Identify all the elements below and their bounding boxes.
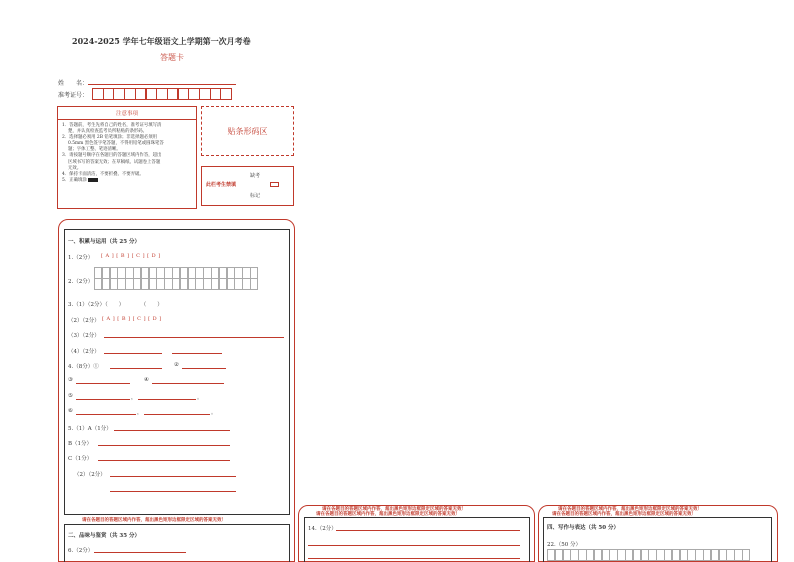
col2-warning-2: 请在各题目的答题区域内作答，超出黑色矩形边框限定区域的答案无效！ xyxy=(316,512,460,517)
q14-line-1[interactable] xyxy=(336,530,520,531)
q14-line-3[interactable] xyxy=(308,558,520,559)
q2-grid[interactable] xyxy=(94,267,258,290)
q4-3-line[interactable] xyxy=(76,383,130,384)
q4-6-line-a[interactable] xyxy=(76,414,136,415)
section1-heading: 一、积累与运用（共 25 分） xyxy=(68,239,140,245)
q6-label: 6.（2分） xyxy=(68,548,94,554)
q5-2-line-a[interactable] xyxy=(110,476,236,477)
col3-warning-2: 请在各题目的答题区域内作答，超出黑色矩形边框限定区域的答案无效！ xyxy=(552,512,696,517)
q5-a-line[interactable] xyxy=(114,430,230,431)
column2-inner xyxy=(304,517,530,562)
section4-heading: 四、写作与表达（共 50 分） xyxy=(547,525,619,531)
page-title: 2024-2025 学年七年级语文上学期第一次月考卷 xyxy=(72,36,251,46)
page-subtitle: 答题卡 xyxy=(160,53,184,62)
col3-warning-1: 请在各题目的答题区域内作答，超出黑色矩形边框限定区域的答案无效！ xyxy=(558,507,702,512)
section1-warning: 请在各题目的答题区域内作答，超出黑色矩形边框限定区域的答案无效！ xyxy=(82,518,226,523)
q3-3-line[interactable] xyxy=(104,337,284,338)
name-field[interactable] xyxy=(88,84,236,85)
q5-2-line-b[interactable] xyxy=(110,491,236,492)
q14-label: 14.（2分） xyxy=(308,526,337,532)
col2-warning-1: 请在各题目的答题区域内作答，超出黑色矩形边框限定区域的答案无效！ xyxy=(322,507,466,512)
q5-label: 5.（1）A（1分） xyxy=(68,426,112,432)
q3-4-line-b[interactable] xyxy=(172,353,222,354)
q1-options[interactable]: [ A ] [ B ] [ C ] [ D ] xyxy=(101,253,161,259)
name-label: 姓 名： xyxy=(58,80,89,87)
q4-5-line-a[interactable] xyxy=(76,399,130,400)
filled-sample-icon xyxy=(88,178,98,182)
q14-line-2[interactable] xyxy=(308,545,520,546)
q3-4-line-a[interactable] xyxy=(104,353,162,354)
q6-line[interactable] xyxy=(94,552,186,553)
q5-c-line[interactable] xyxy=(98,460,230,461)
section2a-heading: 二、品味与鉴赏（共 35 分） xyxy=(68,533,140,539)
notice-box xyxy=(57,106,197,209)
barcode-area: 贴条形码区 xyxy=(201,106,294,156)
id-boxes[interactable] xyxy=(92,88,231,100)
absent-box: 缺考 此栏考生禁填 标记 xyxy=(201,166,294,206)
id-label: 准考证号： xyxy=(58,92,89,99)
q4-label: 4.（8分）① xyxy=(68,364,99,370)
notice-title: 注意事项 xyxy=(58,107,196,120)
q1-label: 1.（2分） xyxy=(68,255,94,261)
q4-2-line[interactable] xyxy=(182,368,226,369)
q3-2-options[interactable]: [ A ] [ B ] [ C ] [ D ] xyxy=(102,316,162,322)
q3-3-label: （3）（2分） xyxy=(68,333,100,339)
q2-label: 2.（2分） xyxy=(68,279,94,285)
q4-6-line-b[interactable] xyxy=(144,414,210,415)
absent-checkbox[interactable] xyxy=(270,182,279,187)
q22-label: 22.（50 分） xyxy=(547,542,581,548)
essay-grid[interactable] xyxy=(547,549,750,561)
q4-1-line[interactable] xyxy=(110,368,162,369)
q5-b-line[interactable] xyxy=(98,445,230,446)
q4-4-line[interactable] xyxy=(152,383,224,384)
q3-label: 3.（1）（2分）（ ） （ ） xyxy=(68,302,163,308)
q3-4-label: （4）（2分） xyxy=(68,349,100,355)
q4-5-line-b[interactable] xyxy=(138,399,196,400)
section2a-inner xyxy=(64,524,290,562)
notice-body: 1．答题前，考生先将自己的姓名，准考证号填写清 楚，并认真检查监考员所粘贴的条形码。 2．选择题必须用 2B 铅笔填涂；非选择题必须用 0.5mm 黑色签字笔答题，不得用铅笔或圆珠笔答 题；字体工整、笔迹清晰。 3．请按题号顺序在各题目的答题区域内作答，超出 区域书写的答案无效；在草稿纸、试题卷上答题 无效。 4．保持卡面清洁，不要折叠、不要弄破。 5．正确填涂 xyxy=(62,123,164,183)
q3-2-label: （2）（2分） xyxy=(68,318,100,324)
